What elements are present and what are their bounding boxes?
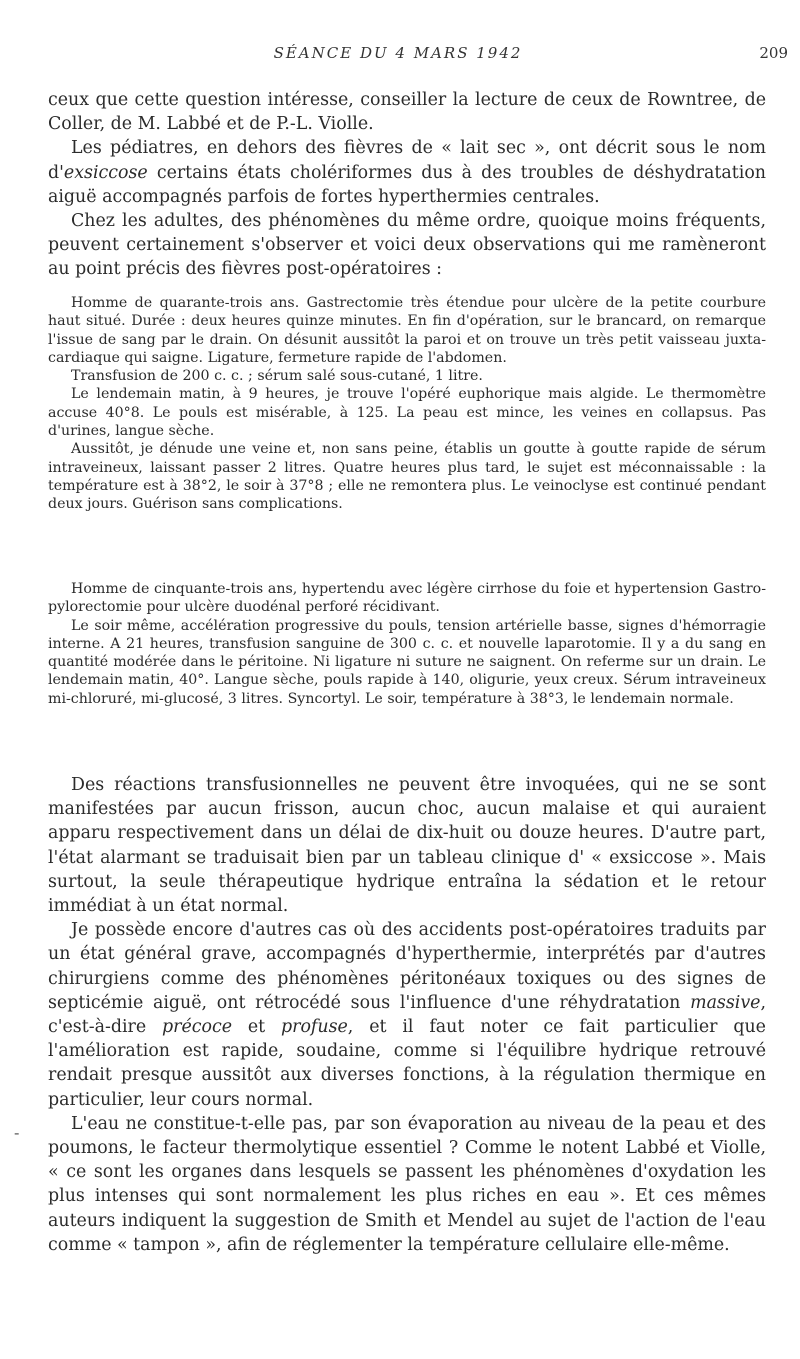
intro-section — [48, 88, 766, 282]
intro-paragraph-3: Chez les adultes, des phénomènes du même ordre, quoique moins fréquents, peuvent certainement s'observer et voici deux observations qui me ramèneront au point précis des fièvres post-opératoires : — [48, 211, 766, 280]
discussion-p2-a: Je possède encore d'autres cas où des accidents post-opératoires traduits par un état général grave, accompagnés d'hyperthermie, interprétés par d'autres chirurgiens comme des phénomènes péritonéaux toxiques ou des signes de septicémie aiguë, ont rétrocédé sous l'influence d'une réhydratation — [48, 920, 766, 1013]
observation-1-paragraph-3: Le lendemain matin, à 9 heures, je trouve l'opéré euphorique mais algide. Le thermomètre accuse 40°8. Le pouls est misérable, à 125. La peau est mince, les veines en collapsus. Pas d'urines, langue sèche. — [48, 386, 766, 440]
observation-1-paragraph-4: Aussitôt, je dénude une veine et, non sans peine, établis un goutte à goutte rapide de sérum intraveineux, laissant passer 2 litres. Quatre heures plus tard, le sujet est méconnaissable : la température est à 38°2, le soir à 37°8 ; elle ne remontera plus. Le veinoclyse est continué pendant deux jours. Guérison sans complications. — [48, 441, 766, 513]
profuse-term: profuse — [281, 1017, 348, 1038]
page-number: 209 — [759, 44, 788, 62]
discussion-p2-c: et — [232, 1017, 282, 1038]
intro-p2-before: Les pédiatres, en dehors des fièvres de « lait sec », ont décrit sous le nom d' — [48, 138, 766, 183]
discussion-p2-b: , c'est-à-dire — [48, 992, 766, 1038]
observation-2 — [48, 580, 766, 708]
observation-1-paragraph-1: Homme de quarante-trois ans. Gastrectomie très étendue pour ulcère de la petite courbure haut situé. Durée : deux heures quinze minutes. En fin d'opération, sur le brancard, on remarque l'issue de sang par le drain. On désunit aussitôt la paroi et on trouve un très petit vaisseau juxta-cardiaque qui saigne. Ligature, fermeture rapide de l'abdomen. — [48, 295, 766, 366]
discussion-p2-d: , et il faut noter ce fait particulier que l'amélioration est rapide, soudaine, comme si l'équilibre hydrique retrouvé rendait presque aussitôt aux diverses fonctions, à la régulation thermique en particulier, leur cours normal. — [48, 1017, 766, 1110]
exsiccose-term: exsiccose — [63, 162, 148, 183]
intro-paragraph-2 — [48, 136, 766, 209]
observation-2-paragraph-2: Le soir même, accélération progressive du pouls, tension artérielle basse, signes d'hémorragie interne. A 21 heures, transfusion sanguine de 300 c. c. et nouvelle laparotomie. Il y a du sang en quantité modérée dans le péritoine. Ni ligature ni suture ne saignent. On referme sur un drain. Le lendemain matin, 40°. Langue sèche, pouls rapide à 140, oligurie, yeux creux. Sérum intraveineux mi-chloruré, mi-glucosé, 3 litres. Syncortyl. Le soir, température à 38°3, le lendemain normale. — [48, 617, 766, 707]
discussion-paragraph-1: Des réactions transfusionnelles ne peuvent être invoquées, qui ne se sont manifestées par aucun frisson, aucun choc, aucun malaise et qui auraient apparu respectivement dans un délai de dix-huit ou douze heures. D'autre part, l'état alarmant se traduisait bien par un tableau clinique d' « exsiccose ». Mais surtout, la seule thérapeutique hydrique entraîna la sédation et le retour immédiat à un état normal. — [48, 775, 766, 917]
observation-1-paragraph-2: Transfusion de 200 c. c. ; sérum salé sous-cutané, 1 litre. — [71, 368, 483, 385]
running-head — [48, 44, 788, 68]
discussion-paragraph-2 — [48, 918, 766, 1112]
running-title: SÉANCE DU 4 MARS 1942 — [273, 44, 523, 62]
intro-paragraph-1: ceux que cette question intéresse, conseiller la lecture de ceux de Rowntree, de Coller, de M. Labbé et de P.-L. Violle. — [48, 90, 766, 135]
observation-1 — [48, 294, 766, 514]
margin-mark: - — [14, 1123, 20, 1142]
precoce-term: précoce — [162, 1017, 232, 1038]
intro-p2-after: certains états cholériformes dus à des troubles de déshydratation aiguë accompagnés parfois de fortes hyperthermies centrales. — [48, 162, 766, 207]
massive-term: massive — [690, 992, 761, 1013]
observation-2-paragraph-1: Homme de cinquante-trois ans, hypertendu avec légère cirrhose du foie et hypertension Gastro-pylorectomie pour ulcère duodénal perforé récidivant. — [48, 581, 766, 616]
discussion-paragraph-3: L'eau ne constitue-t-elle pas, par son évaporation au niveau de la peau et des poumons, le facteur thermolytique essentiel ? Comme le notent Labbé et Violle, « ce sont les organes dans lesquels se passent les phénomènes d'oxydation les plus intenses qui sont normalement les plus riches en eau ». Et ces mêmes auteurs indiquent la suggestion de Smith et Mendel au sujet de l'action de l'eau comme « tampon », afin de réglementer la température cellulaire elle-même. — [48, 1113, 766, 1255]
discussion-section — [48, 773, 766, 1257]
